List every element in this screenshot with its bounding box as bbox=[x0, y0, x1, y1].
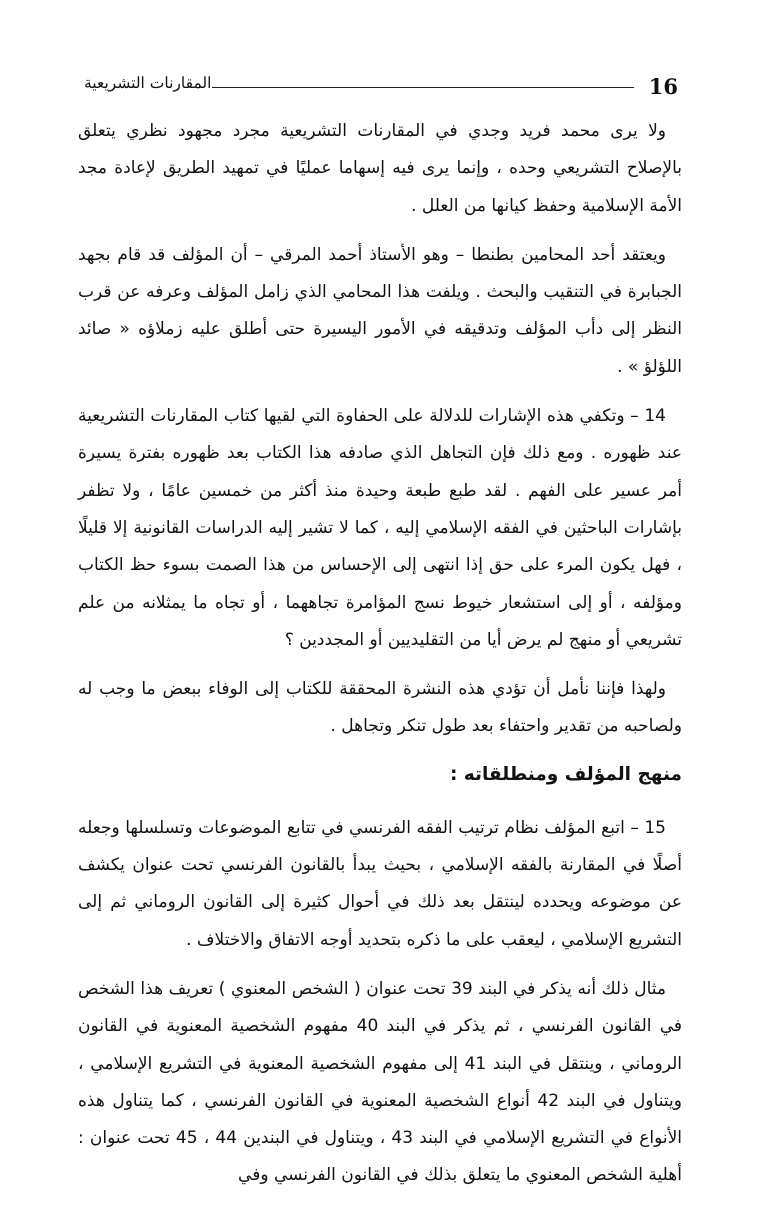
section-heading: منهج المؤلف ومنطلقاته : bbox=[449, 763, 682, 785]
page-header bbox=[78, 72, 682, 106]
paragraph-5: 15 – اتبع المؤلف نظام ترتيب الفقه الفرنسي في تتابع الموضوعات وتسلسلها وجعله أصلًا في المقارنة بالفقه الإسلامي ، بحيث يبدأ بالقانون الفرنسي تحت عنوان يكشف عن موضوعه ويحدده لينتقل بعد ذلك في أحوال كثيرة إلى القانون الروماني ثم إلى التشريع الإسلامي ، ليعقب على ما ذكره بتحديد أوجه الاتفاق والاختلاف . bbox=[78, 817, 682, 950]
paragraph-1: ولا يرى محمد فريد وجدي في المقارنات التشريعية مجرد مجهود نظري يتعلق بالإصلاح التشريعي وحده ، وإنما يرى فيه إسهاما عمليًا في تمهيد الطريق لإعادة مجد الأمة الإسلامية وحفظ كيانها من العلل . bbox=[78, 121, 682, 216]
body-text bbox=[78, 113, 682, 1207]
paragraph-4: ولهذا فإننا نأمل أن تؤدي هذه النشرة المحققة للكتاب إلى الوفاء ببعض ما وجب له ولصاحبه من تقدير واحتفاء بعد طول تنكر وتجاهل . bbox=[78, 679, 682, 737]
paragraph-6: مثال ذلك أنه يذكر في البند 39 تحت عنوان ( الشخص المعنوي ) تعريف هذا الشخص في القانون الفرنسي ، ثم يذكر في البند 40 مفهوم الشخصية المعنوية في القانون الروماني ، وينتقل في البند 41 إلى مفهوم الشخصية المعنوية في التشريع الإسلامي ، ويتناول في البند 42 أنواع الشخصية المعنوية في القانون الفرنسي ، كما يتناول هذه الأنواع في التشريع الإسلامي في البند 43 ، ويتناول في البندين 44 ، 45 تحت عنوان : أهلية الشخص المعنوي ما يتعلق بذلك في القانون الفرنسي وفي bbox=[78, 978, 683, 1186]
page-number: 16 bbox=[648, 74, 678, 99]
running-title: المقارنات التشريعية bbox=[84, 74, 212, 92]
paragraph-3: 14 – وتكفي هذه الإشارات للدلالة على الحفاوة التي لقيها كتاب المقارنات التشريعية عند ظهوره . ومع ذلك فإن التجاهل الذي صادفه هذا الكتاب بعد ظهوره بفترة يسيرة أمر عسير على الفهم . لقد طبع طبعة وحيدة منذ أكثر من خمسين عامًا ، ولا تظفر بإشارات الباحثين في الفقه الإسلامي إليه ، كما لا تشير إليه الدراسات القانونية إلا قليلًا ، فهل يكون المرء على حق إذا انتهى إلى الإحساس من هذا الصمت بسوء حظ الكتاب ومؤلفه ، أو إلى استشعار خيوط نسج المؤامرة تجاههما ، أو تجاه ما يمثلانه من علم تشريعي أو منهج لم يرض أيا من التقليديين أو المجددين ؟ bbox=[78, 406, 682, 650]
paragraph-2: ويعتقد أحد المحامين بطنطا – وهو الأستاذ أحمد المرقي – أن المؤلف قد قام بجهد الجبابرة في التنقيب والبحث . ويلفت هذا المحامي الذي زامل المؤلف وعرفه عن قرب النظر إلى دأب المؤلف وتدقيقه في الأمور اليسيرة حتى أطلق عليه زملاؤه « صائد اللؤلؤ » . bbox=[78, 244, 682, 377]
header-rule bbox=[212, 87, 634, 88]
